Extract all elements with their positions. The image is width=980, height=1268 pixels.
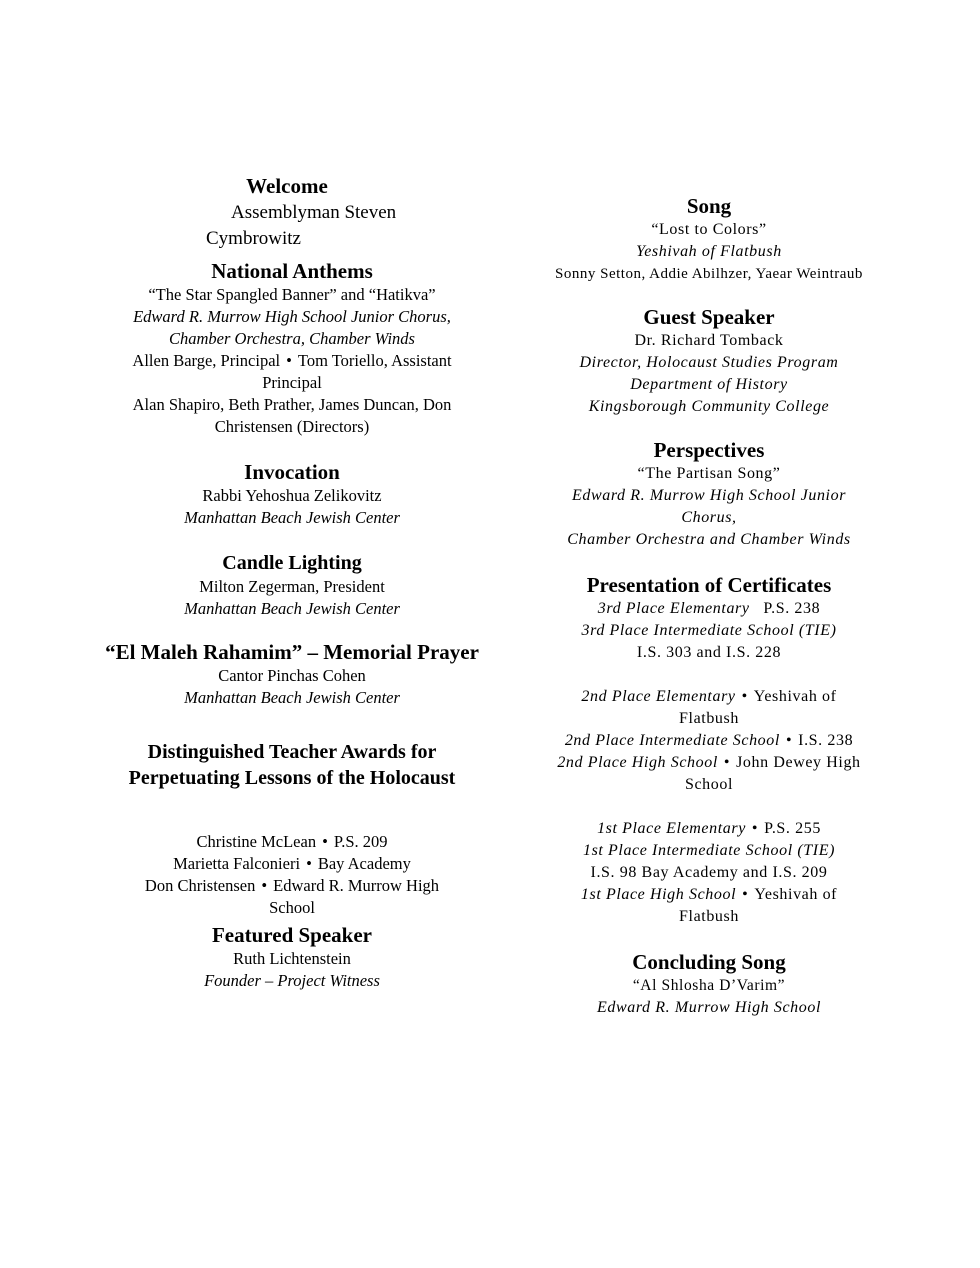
award-place-label: 1st Place Elementary [597, 820, 746, 837]
concluding-title: “Al Shlosha D’Varim” [632, 977, 786, 994]
cert-first-high-line2: Flatbush [679, 908, 739, 925]
cert-second-high-line2: School [684, 776, 734, 793]
welcome-heading: Welcome [246, 174, 328, 198]
guest-title-line3: Kingsborough Community College [588, 398, 830, 415]
award-place-label: 2nd Place Intermediate School [564, 732, 780, 749]
perspectives-section [528, 438, 890, 551]
cert-third-elementary [528, 598, 890, 620]
anthems-group-line1: Edward R. Murrow High School Junior Chorus, [133, 307, 451, 326]
recipient-school: Bay Academy [317, 854, 411, 873]
perspectives-song: “The Partisan Song” [637, 465, 781, 482]
welcome-speaker-line1: Assemblyman Steven [231, 202, 397, 223]
award-recipient-3-line2: School [269, 898, 315, 917]
memorial-name: Cantor Pinchas Cohen [218, 666, 366, 685]
cert-first-high [528, 884, 890, 906]
spacer [528, 664, 890, 686]
invocation-section [90, 460, 494, 529]
perspectives-group-line1: Edward R. Murrow High School Junior [571, 487, 847, 504]
award-school: Yeshivah of [754, 886, 838, 903]
award-recipient-3 [90, 875, 494, 897]
concluding-school: Edward R. Murrow High School [596, 999, 822, 1016]
concluding-section [528, 950, 890, 1019]
candle-name: Milton Zegerman, President [199, 577, 385, 596]
program-left-column [90, 174, 494, 992]
featured-heading: Featured Speaker [211, 923, 372, 947]
certificates-section [528, 573, 890, 928]
bullet-separator: • [723, 754, 731, 771]
bullet-separator: • [785, 732, 793, 749]
memorial-heading: “El Maleh Rahamim” – Memorial Prayer [105, 640, 479, 664]
song-school: Yeshivah of Flatbush [636, 243, 782, 260]
award-recipient-2 [90, 853, 494, 875]
candle-heading: Candle Lighting [222, 552, 362, 574]
recipient-name: Christine McLean [196, 832, 317, 851]
guest-section [528, 305, 890, 418]
award-school: P.S. 238 [763, 600, 821, 617]
invocation-name: Rabbi Yehoshua Zelikovitz [202, 486, 382, 505]
bullet-separator: • [322, 832, 328, 851]
anthems-section [90, 259, 494, 438]
bullet-separator: • [741, 688, 748, 705]
invocation-heading: Invocation [244, 460, 340, 484]
anthems-songs: “The Star Spangled Banner” and “Hatikva” [148, 285, 436, 304]
cert-second-high [528, 752, 890, 774]
candle-section [90, 551, 494, 620]
award-school: Yeshivah of [753, 688, 837, 705]
perspectives-group-line3: Chamber Orchestra and Chamber Winds [567, 531, 851, 548]
recipient-name: Marietta Falconieri [173, 854, 301, 873]
cert-second-elementary [528, 686, 890, 708]
cert-second-intermediate [528, 730, 890, 752]
award-place-label: 3rd Place Elementary [597, 600, 750, 617]
bullet-separator: • [742, 886, 749, 903]
candle-org: Manhattan Beach Jewish Center [184, 599, 400, 618]
anthems-directors-line2: Christensen (Directors) [214, 417, 370, 436]
cert-first-intermediate-label: 1st Place Intermediate School (TIE) [582, 842, 836, 859]
awards-heading-line1: Distinguished Teacher Awards for [147, 741, 437, 763]
award-place-label: 2nd Place Elementary [581, 688, 736, 705]
anthems-principal: Allen Barge, Principal [132, 351, 281, 370]
recipient-school: P.S. 209 [333, 832, 388, 851]
award-school: P.S. 255 [764, 820, 821, 837]
perspectives-group-line2: Chorus, [681, 509, 737, 526]
bullet-separator: • [306, 854, 312, 873]
bullet-separator: • [286, 351, 292, 370]
award-place-label: 2nd Place High School [557, 754, 718, 771]
award-school: I.S. 238 [798, 732, 854, 749]
award-recipient-1 [90, 831, 494, 853]
song-title: “Lost to Colors” [651, 221, 767, 238]
song-section [528, 194, 890, 285]
song-heading: Song [686, 194, 732, 218]
guest-name: Dr. Richard Tomback [634, 332, 784, 349]
featured-section [90, 923, 494, 992]
spacer [528, 796, 890, 818]
welcome-section [90, 174, 494, 252]
cert-third-intermediate-schools: I.S. 303 and I.S. 228 [636, 644, 782, 661]
concluding-heading: Concluding Song [632, 950, 786, 974]
anthems-heading: National Anthems [211, 259, 373, 283]
bullet-separator: • [751, 820, 759, 837]
guest-title-line2: Department of History [630, 376, 788, 393]
featured-name: Ruth Lichtenstein [233, 949, 351, 968]
award-school: John Dewey High [736, 754, 861, 771]
guest-heading: Guest Speaker [643, 305, 775, 329]
bullet-separator: • [261, 876, 268, 895]
welcome-speaker-line2: Cymbrowitz [206, 228, 301, 249]
certificates-heading: Presentation of Certificates [586, 573, 832, 597]
song-performers: Sonny Setton, Addie Abilhzer, Yaear Weintraub [555, 266, 863, 282]
perspectives-heading: Perspectives [653, 438, 765, 462]
recipient-school: Edward R. Murrow High [273, 876, 440, 895]
cert-third-intermediate-label: 3rd Place Intermediate School (TIE) [581, 622, 837, 639]
recipient-name: Don Christensen [144, 876, 256, 895]
anthems-directors-line1: Alan Shapiro, Beth Prather, James Duncan, Don [132, 395, 452, 414]
awards-section [90, 739, 494, 919]
anthems-staff-line [90, 350, 494, 372]
award-place-label: 1st Place High School [580, 886, 737, 903]
anthems-group-line2: Chamber Orchestra, Chamber Winds [169, 329, 415, 348]
guest-title-line1: Director, Holocaust Studies Program [579, 354, 839, 371]
featured-role: Founder – Project Witness [204, 971, 380, 990]
awards-heading-line2: Perpetuating Lessons of the Holocaust [128, 767, 456, 789]
memorial-org: Manhattan Beach Jewish Center [184, 688, 400, 707]
spacer [90, 791, 494, 831]
cert-first-elementary [528, 818, 890, 840]
cert-first-intermediate-schools: I.S. 98 Bay Academy and I.S. 209 [590, 864, 828, 881]
cert-second-elementary-line2: Flatbush [679, 710, 739, 727]
memorial-section [90, 640, 494, 709]
anthems-assistant: Tom Toriello, Assistant [297, 351, 452, 370]
anthems-assistant-line2: Principal [262, 373, 322, 392]
invocation-org: Manhattan Beach Jewish Center [184, 508, 400, 527]
program-right-column [528, 194, 890, 1019]
